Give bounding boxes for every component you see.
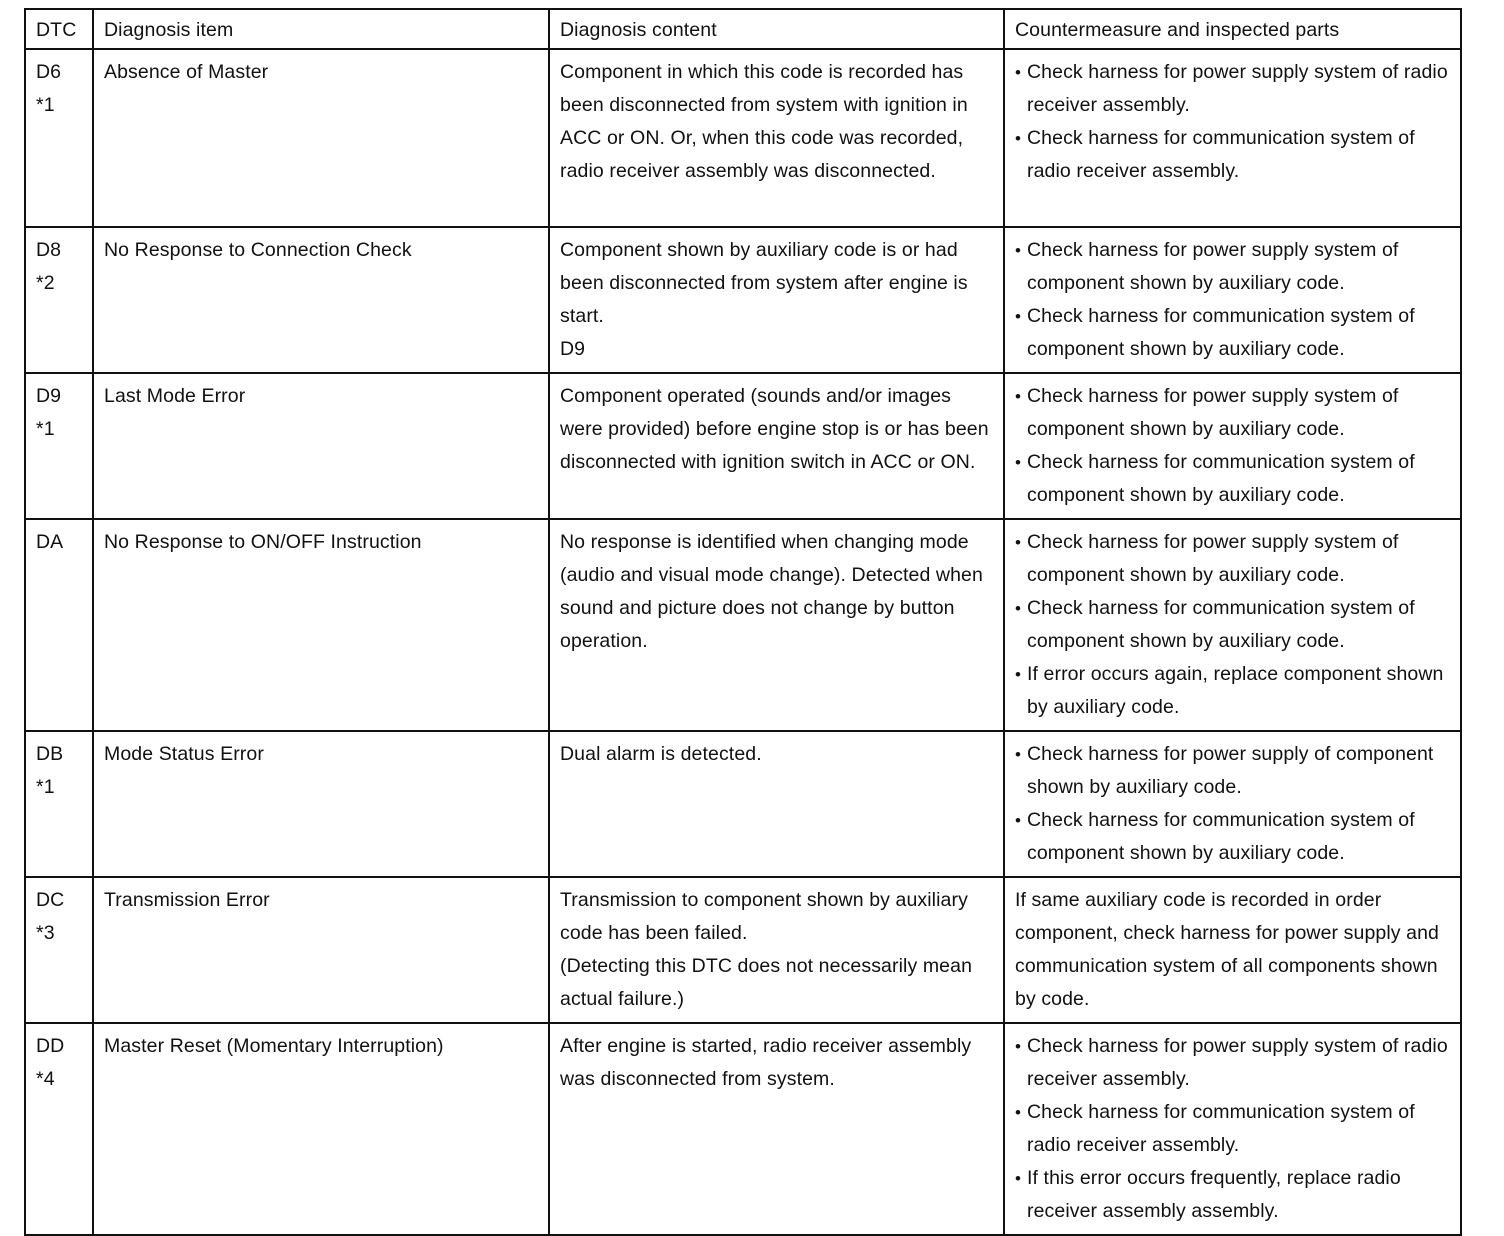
diagnosis-content-cell — [549, 519, 1004, 731]
countermeasure-item: • Check harness for communication system of component shown by auxiliary code. — [1015, 592, 1452, 658]
dtc-cell — [25, 227, 93, 373]
diagnosis-item-cell: Absence of Master — [93, 49, 549, 227]
content-line: D9 — [560, 338, 586, 360]
dtc-footnote: *3 — [36, 922, 55, 944]
table-row — [25, 731, 1461, 877]
diagnosis-content-cell — [549, 227, 1004, 373]
table-row — [25, 519, 1461, 731]
countermeasure-item: • Check harness for power supply system of component shown by auxiliary code. — [1015, 526, 1452, 592]
dtc-footnote: *1 — [36, 94, 55, 116]
countermeasure-item: • Check harness for power supply of component shown by auxiliary code. — [1015, 738, 1452, 804]
table-row — [25, 877, 1461, 1023]
countermeasure-item: • Check harness for communication system of component shown by auxiliary code. — [1015, 300, 1452, 366]
dtc-footnote: *4 — [36, 1068, 55, 1090]
countermeasure-item: • Check harness for power supply system of component shown by auxiliary code. — [1015, 234, 1452, 300]
dtc-cell — [25, 731, 93, 877]
countermeasure-cell — [1004, 49, 1461, 227]
dtc-footnote: *1 — [36, 418, 55, 440]
countermeasure-item: • If error occurs again, replace component shown by auxiliary code. — [1015, 658, 1452, 724]
dtc-footnote: *2 — [36, 272, 55, 294]
table-header — [25, 9, 1461, 49]
countermeasure-item: • If this error occurs frequently, replace radio receiver assembly assembly. — [1015, 1162, 1452, 1228]
dtc-footnote: *1 — [36, 776, 55, 798]
header-dtc: DTC — [25, 9, 93, 49]
diagnosis-item-cell: No Response to Connection Check — [93, 227, 549, 373]
dtc-code: D8 — [36, 239, 62, 261]
countermeasure-item: • Check harness for power supply system of component shown by auxiliary code. — [1015, 380, 1452, 446]
countermeasure-list — [1015, 1030, 1452, 1228]
countermeasure-item: • Check harness for power supply system of radio receiver assembly. — [1015, 1030, 1452, 1096]
content-line: No response is identified when changing mode (audio and visual mode change). Detected when sound and picture does not change by button operation. — [560, 531, 983, 652]
countermeasure-item: • Check harness for communication system of component shown by auxiliary code. — [1015, 446, 1452, 512]
dtc-cell — [25, 373, 93, 519]
countermeasure-list — [1015, 380, 1452, 512]
diagnosis-content-cell — [549, 1023, 1004, 1235]
diagnosis-content-cell — [549, 731, 1004, 877]
countermeasure-item: • Check harness for power supply system of radio receiver assembly. — [1015, 56, 1452, 122]
countermeasure-cell — [1004, 731, 1461, 877]
countermeasure-item: • Check harness for communication system of radio receiver assembly. — [1015, 122, 1452, 188]
dtc-code: DC — [36, 889, 65, 911]
countermeasure-list — [1015, 234, 1452, 366]
content-line: Component in which this code is recorded has been disconnected from system with ignition in ACC or ON. Or, when this code was recorded, radio receiver assembly was disconnected. — [560, 61, 968, 182]
countermeasure-item: • Check harness for communication system of component shown by auxiliary code. — [1015, 804, 1452, 870]
countermeasure-list — [1015, 526, 1452, 724]
table-body — [25, 49, 1461, 1235]
table-row — [25, 1023, 1461, 1235]
diagnosis-content-cell — [549, 373, 1004, 519]
table-row — [25, 49, 1461, 227]
dtc-cell — [25, 519, 93, 731]
dtc-code: D9 — [36, 385, 62, 407]
dtc-code: DB — [36, 743, 64, 765]
header-diagnosis-item: Diagnosis item — [93, 9, 549, 49]
countermeasure-cell — [1004, 1023, 1461, 1235]
countermeasure-list — [1015, 56, 1452, 188]
content-line: (Detecting this DTC does not necessarily mean actual failure.) — [560, 955, 973, 1010]
diagnosis-item-cell: Master Reset (Momentary Interruption) — [93, 1023, 549, 1235]
content-line: Component shown by auxiliary code is or had been disconnected from system after engine is start. — [560, 239, 968, 327]
diagnosis-item-cell: Last Mode Error — [93, 373, 549, 519]
diagnosis-item-cell: Transmission Error — [93, 877, 549, 1023]
countermeasure-list — [1015, 738, 1452, 870]
header-diagnosis-content: Diagnosis content — [549, 9, 1004, 49]
dtc-code: DD — [36, 1035, 65, 1057]
content-line: Dual alarm is detected. — [560, 743, 762, 765]
dtc-cell — [25, 49, 93, 227]
diagnosis-item-cell: No Response to ON/OFF Instruction — [93, 519, 549, 731]
countermeasure-cell — [1004, 877, 1461, 1023]
dtc-cell — [25, 877, 93, 1023]
dtc-table — [24, 8, 1462, 1236]
diagnosis-content-cell — [549, 49, 1004, 227]
table-row — [25, 373, 1461, 519]
content-line: Component operated (sounds and/or images were provided) before engine stop is or has been disconnected with ignition switch in ACC or ON. — [560, 385, 989, 473]
diagnosis-content-cell — [549, 877, 1004, 1023]
countermeasure-text: If same auxiliary code is recorded in order component, check harness for power supply and communication system of all components shown by code. — [1015, 889, 1439, 1010]
header-row — [25, 9, 1461, 49]
countermeasure-cell — [1004, 373, 1461, 519]
content-line: Transmission to component shown by auxiliary code has been failed. — [560, 889, 968, 944]
header-countermeasure: Countermeasure and inspected parts — [1004, 9, 1461, 49]
table-row — [25, 227, 1461, 373]
dtc-code: D6 — [36, 61, 62, 83]
diagnosis-item-cell: Mode Status Error — [93, 731, 549, 877]
countermeasure-item: • Check harness for communication system of radio receiver assembly. — [1015, 1096, 1452, 1162]
dtc-code: DA — [36, 531, 64, 553]
dtc-cell — [25, 1023, 93, 1235]
countermeasure-cell — [1004, 519, 1461, 731]
countermeasure-cell — [1004, 227, 1461, 373]
content-line: After engine is started, radio receiver assembly was disconnected from system. — [560, 1035, 972, 1090]
